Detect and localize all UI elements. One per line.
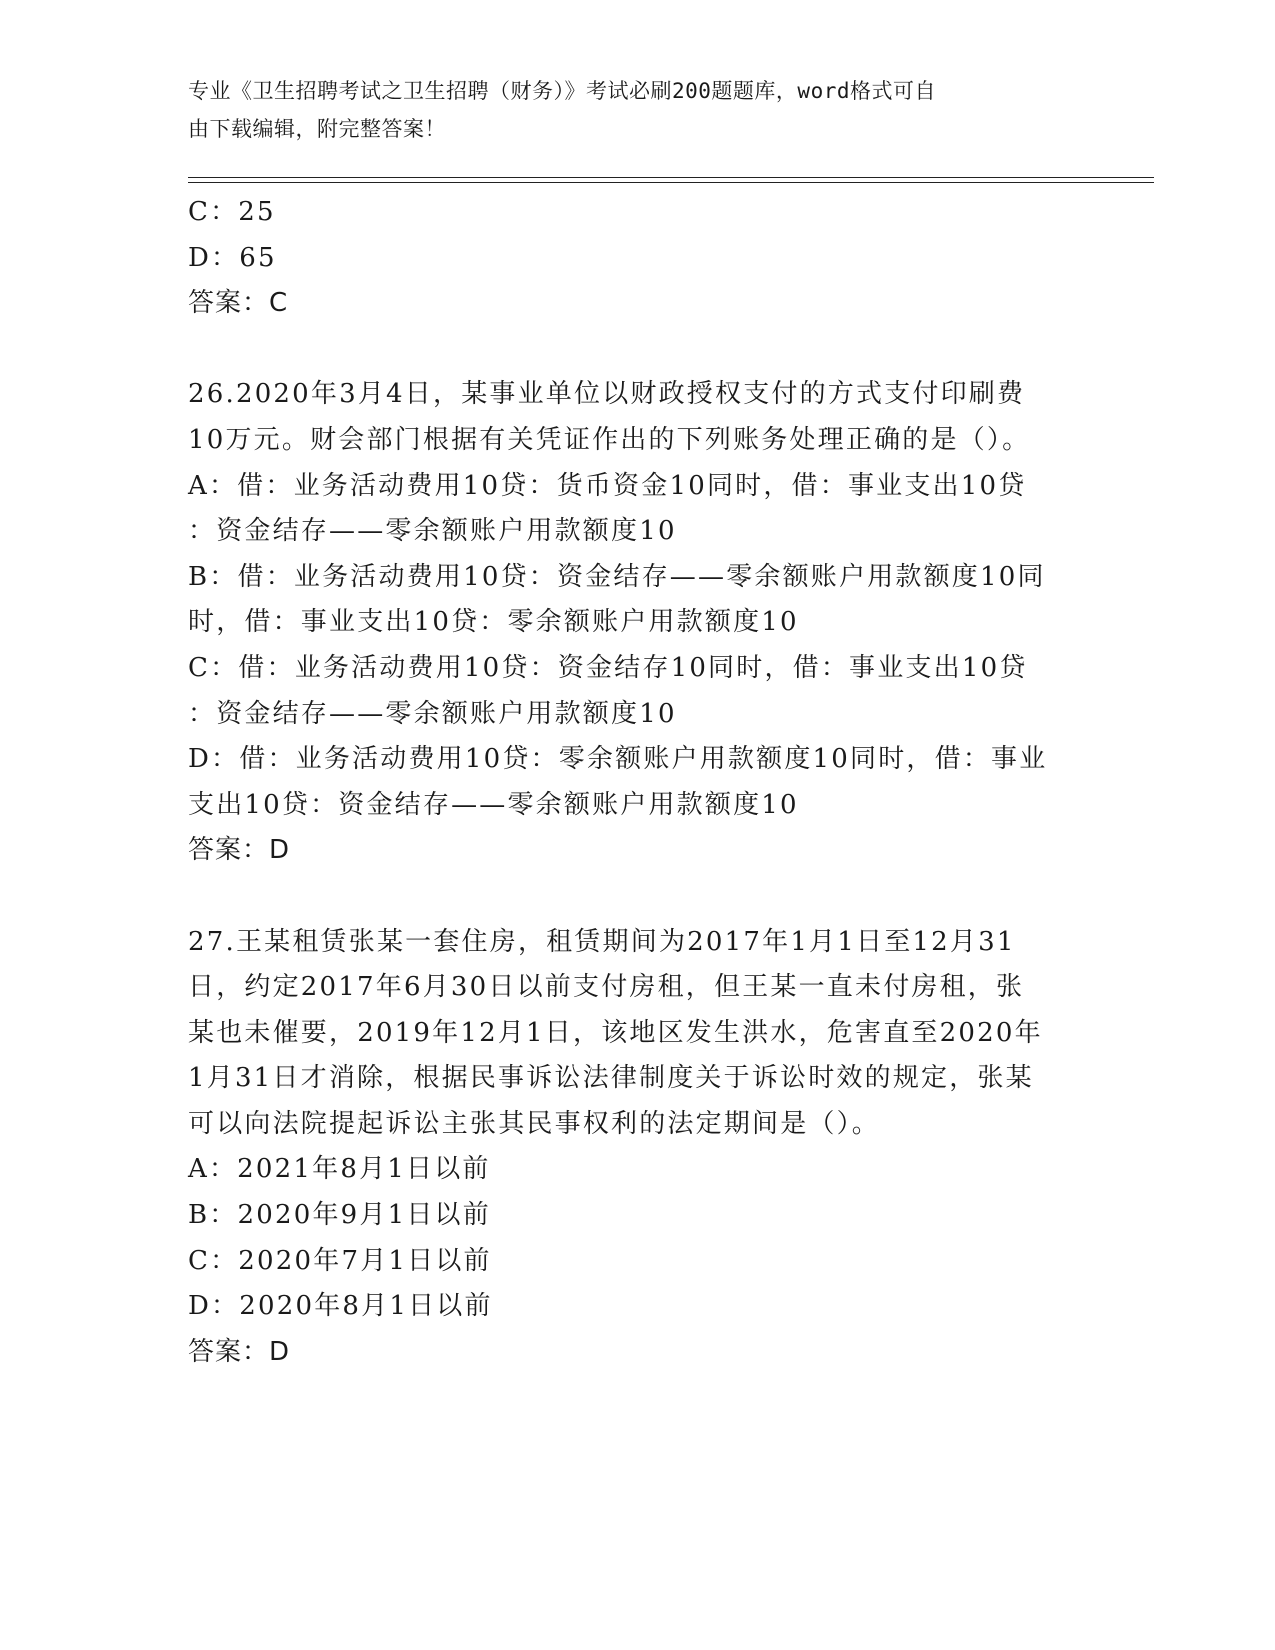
question-stem-line: 26.2020年3月4日，某事业单位以财政授权支付的方式支付印刷费 bbox=[188, 379, 1026, 410]
option-c: C：借：业务活动费用10贷：资金结存10同时，借：事业支出10贷 bbox=[188, 652, 1028, 683]
question-stem-line: 某也未催要，2019年12月1日，该地区发生洪水，危害直至2020年 bbox=[188, 1017, 1043, 1048]
answer-line: 答案：D bbox=[188, 835, 291, 866]
option-a: A：借：业务活动费用10贷：货币资金10同时，借：事业支出10贷 bbox=[188, 470, 1027, 501]
spacer bbox=[188, 874, 1088, 920]
question-stem-line: 27.王某租赁张某一套住房，租赁期间为2017年1月1日至12月31 bbox=[188, 926, 1016, 957]
document-header bbox=[188, 72, 1088, 148]
option-c-continued: ：资金结存——零余额账户用款额度10 bbox=[188, 698, 677, 729]
option-b: B：2020年9月1日以前 bbox=[188, 1200, 491, 1231]
option-d: D：65 bbox=[188, 242, 277, 273]
option-a-continued: ：资金结存——零余额账户用款额度10 bbox=[188, 516, 677, 547]
option-d-continued: 支出10贷：资金结存——零余额账户用款额度10 bbox=[188, 789, 799, 820]
question-27 bbox=[188, 920, 1088, 1376]
question-stem-line: 1月31日才消除，根据民事诉讼法律制度关于诉讼时效的规定，张某 bbox=[188, 1063, 1034, 1094]
header-line-1: 专业《卫生招聘考试之卫生招聘（财务）》考试必刷200题题库，word格式可自 bbox=[188, 79, 936, 103]
document-body bbox=[188, 190, 1088, 1375]
spacer bbox=[188, 327, 1088, 373]
answer-line: 答案：D bbox=[188, 1336, 291, 1367]
question-stem-line: 10万元。财会部门根据有关凭证作出的下列账务处理正确的是（）。 bbox=[188, 424, 1031, 455]
option-b: B：借：业务活动费用10贷：资金结存——零余额账户用款额度10同 bbox=[188, 561, 1046, 592]
option-d: D：借：业务活动费用10贷：零余额账户用款额度10同时，借：事业 bbox=[188, 744, 1048, 775]
question-26 bbox=[188, 372, 1088, 874]
option-a: A：2021年8月1日以前 bbox=[188, 1154, 491, 1185]
option-c: C：2020年7月1日以前 bbox=[188, 1245, 492, 1276]
answer-line: 答案：C bbox=[188, 288, 289, 319]
header-divider-top bbox=[188, 177, 1154, 178]
option-d: D：2020年8月1日以前 bbox=[188, 1291, 493, 1322]
option-c: C：25 bbox=[188, 197, 276, 227]
question-stem-line: 日，约定2017年6月30日以前支付房租，但王某一直未付房租，张 bbox=[188, 972, 1025, 1003]
header-divider-bottom bbox=[188, 182, 1154, 183]
prev-question bbox=[188, 190, 1088, 327]
question-stem-line: 可以向法院提起诉讼主张其民事权利的法定期间是（）。 bbox=[188, 1108, 881, 1139]
header-line-2: 由下载编辑，附完整答案！ bbox=[188, 117, 446, 141]
option-b-continued: 时，借：事业支出10贷：零余额账户用款额度10 bbox=[188, 607, 799, 638]
